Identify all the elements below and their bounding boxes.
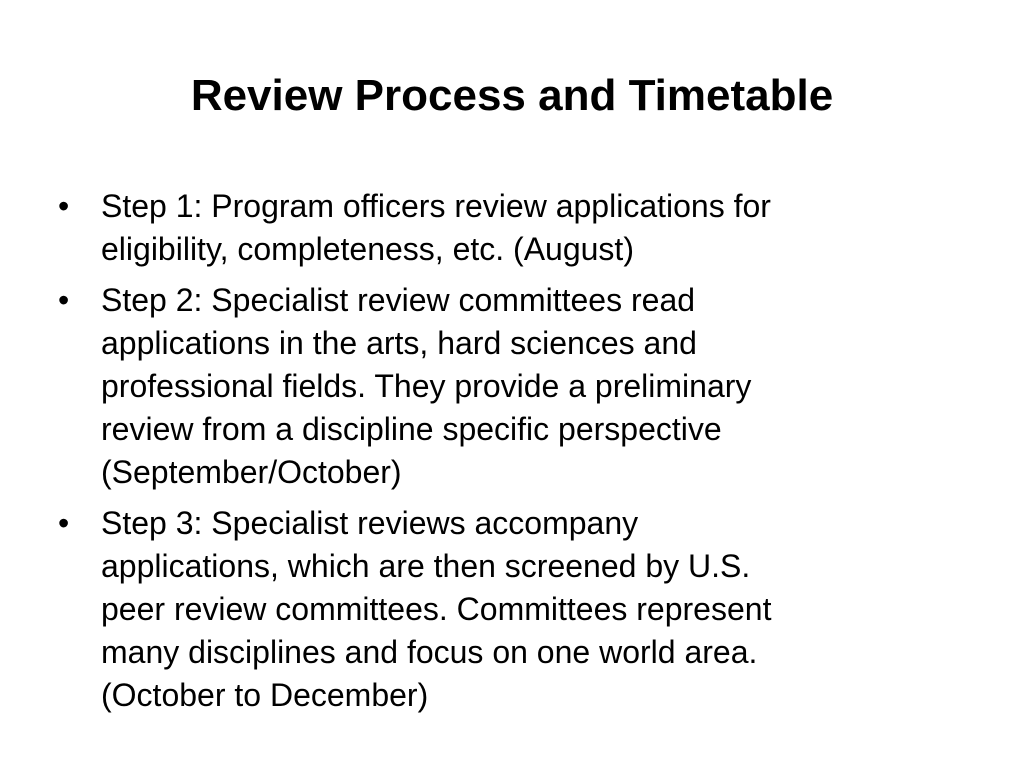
bullet-item-step-3: [58, 502, 978, 717]
bullet-text: Step 2: Specialist review committees read applications in the arts, hard sciences and professional fields. They provide a preliminary review from a discipline specific perspective (September/October): [101, 282, 752, 490]
bullet-text: Step 3: Specialist reviews accompany applications, which are then screened by U.S. peer review committees. Committees represent many disciplines and focus on one world area. (October to December): [101, 505, 772, 713]
bullet-item-step-1: [58, 185, 978, 271]
bullet-icon: •: [58, 282, 70, 318]
slide-title: Review Process and Timetable: [190, 71, 834, 120]
bullet-icon: •: [58, 505, 70, 541]
bullet-item-step-2: [58, 279, 978, 494]
bullet-text: Step 1: Program officers review applications for eligibility, completeness, etc. (August): [101, 188, 771, 267]
bullet-list: [58, 185, 978, 725]
bullet-icon: •: [58, 188, 70, 224]
